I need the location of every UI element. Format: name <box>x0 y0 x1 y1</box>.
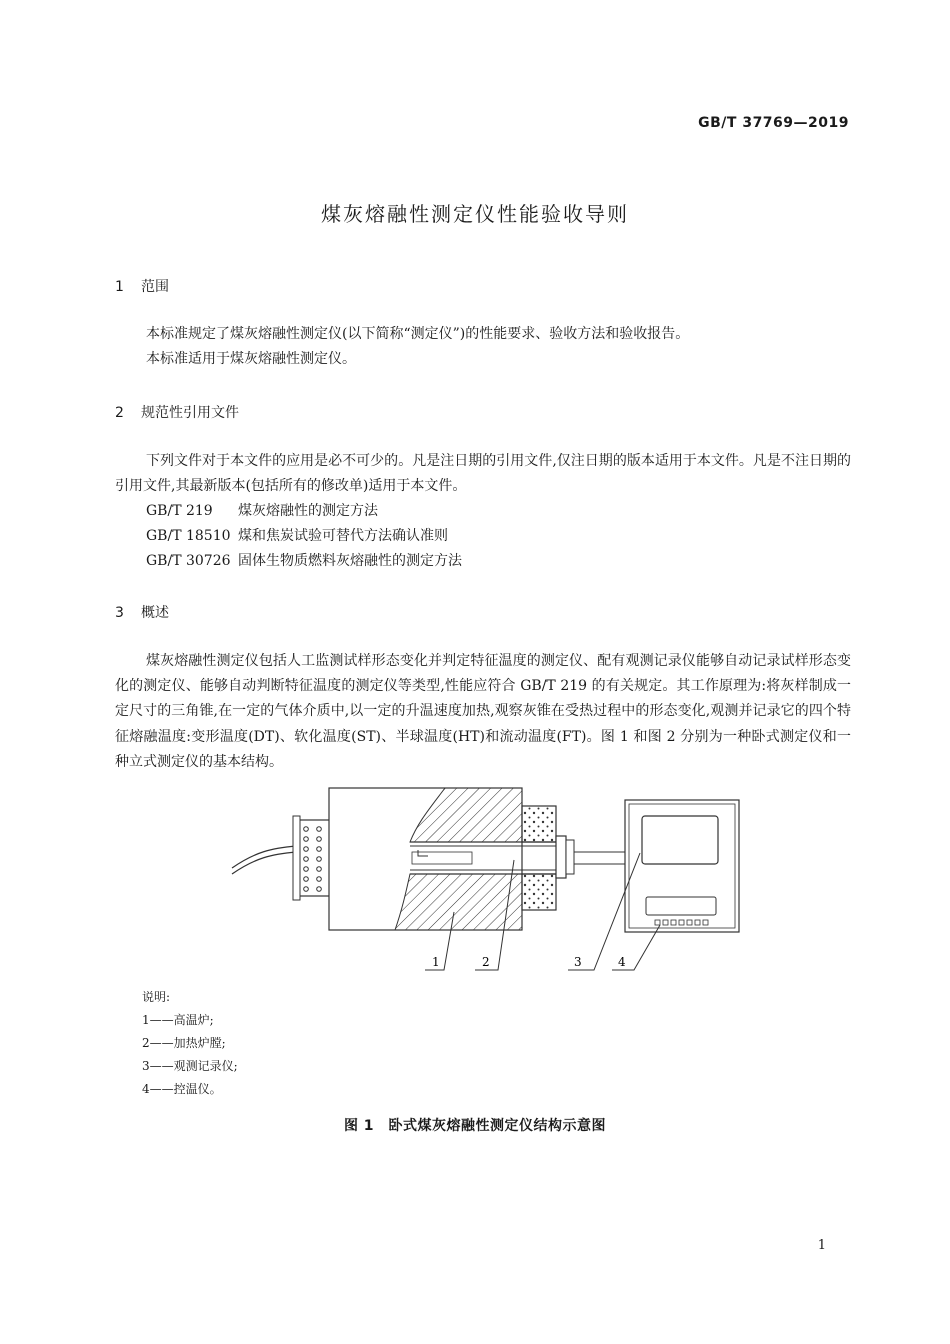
legend-title: 说明: <box>142 990 171 1004</box>
reference-name: 固体生物质燃料灰熔融性的测定方法 <box>238 553 462 569</box>
reference-name: 煤灰熔融性的测定方法 <box>238 503 378 519</box>
document-title: 煤灰熔融性测定仪性能验收导则 <box>321 202 629 226</box>
reference-item <box>146 525 448 545</box>
legend-item: 3——观测记录仪; <box>142 1059 238 1073</box>
legend-item: 2——加热炉膛; <box>142 1036 226 1050</box>
figure-legend <box>142 986 238 1101</box>
section-title: 范围 <box>141 279 169 295</box>
legend-item: 1——高温炉; <box>142 1013 214 1027</box>
section-2-body <box>115 449 851 499</box>
recorder-cabinet <box>625 800 739 932</box>
furnace-diagram <box>0 780 950 980</box>
section-1-heading <box>115 276 169 296</box>
section-title: 概述 <box>141 605 169 621</box>
connecting-rod <box>574 852 628 864</box>
section-number: 1 <box>115 279 124 295</box>
paragraph: 本标准规定了煤灰熔融性测定仪(以下简称“测定仪”)的性能要求、验收方法和验收报告。 <box>146 326 690 342</box>
callout-4: 4 <box>618 955 626 969</box>
reference-code: GB/T 18510 <box>146 528 231 544</box>
callout-3: 3 <box>574 955 582 969</box>
reference-code: GB/T 30726 <box>146 553 231 569</box>
vent-end-cap <box>293 816 330 900</box>
furnace-insulation <box>395 874 522 930</box>
power-cable <box>232 846 296 868</box>
section-title: 规范性引用文件 <box>141 405 239 421</box>
reference-name: 煤和焦炭试验可替代方法确认准则 <box>238 528 448 544</box>
section-number: 2 <box>115 405 124 421</box>
callout-1: 1 <box>432 955 440 969</box>
reference-item <box>146 500 378 520</box>
paragraph: 下列文件对于本文件的应用是必不可少的。凡是注日期的引用文件,仅注日期的版本适用于本文件。凡是不注日期的引用文件,其最新版本(包括所有的修改单)适用于本文件。 <box>115 453 851 495</box>
furnace-flange <box>522 806 574 910</box>
reference-code: GB/T 219 <box>146 503 213 519</box>
section-3-body <box>115 649 851 775</box>
section-1-body <box>115 322 851 372</box>
page-number: 1 <box>817 1238 826 1253</box>
paragraph: 煤灰熔融性测定仪包括人工监测试样形态变化并判定特征温度的测定仪、配有观测记录仪能够自动记录试样形态变化的测定仪、能够自动判断特征温度的测定仪等类型,性能应符合 GB/T 219 的有关规定。其工作原理为:将灰样制成一定尺寸的三角锥,在一定的气体介质中,以一定的升温速度加热,观察灰锥在受热过程中的形态变化,观测并记录它的四个特征熔融温度:变形温度(DT)、软化温度(ST)、半球温度(HT)和流动温度(FT)。图 1 和图 2 分别为一种卧式测定仪和一种立式测定仪的基本结构。 <box>115 653 851 770</box>
section-2-heading <box>115 402 239 422</box>
power-cable <box>232 852 296 874</box>
section-3-heading <box>115 602 169 622</box>
legend-item: 4——控温仪。 <box>142 1082 222 1096</box>
paragraph: 本标准适用于煤灰熔融性测定仪。 <box>146 351 356 368</box>
callout-2: 2 <box>482 955 490 969</box>
section-number: 3 <box>115 605 124 621</box>
standard-code: GB/T 37769—2019 <box>698 115 849 131</box>
figure-caption: 图 1 卧式煤灰熔融性测定仪结构示意图 <box>343 1118 607 1134</box>
reference-item <box>146 550 462 570</box>
